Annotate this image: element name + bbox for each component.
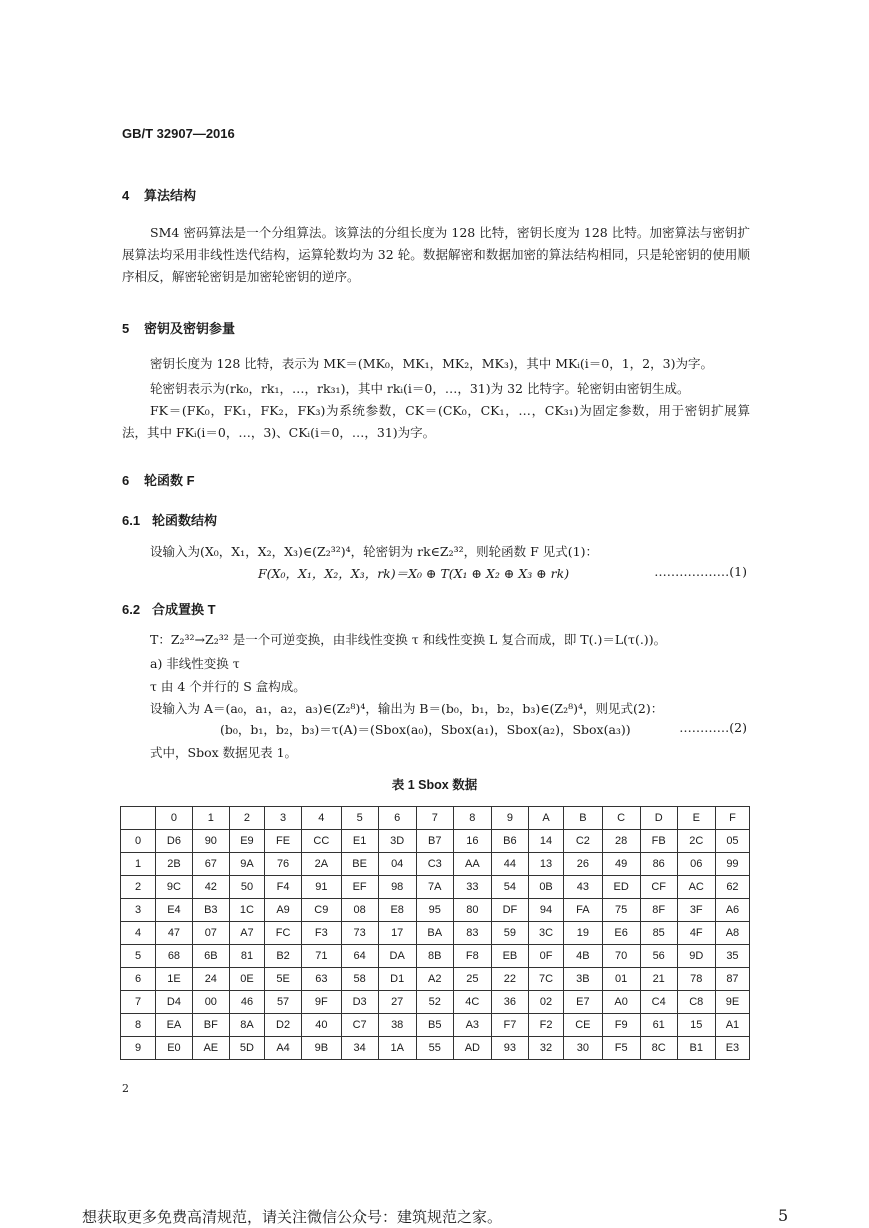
- table-cell: E6: [602, 922, 640, 945]
- table-cell: FA: [564, 899, 602, 922]
- table-cell: 1E: [156, 968, 193, 991]
- section-number: 4: [122, 188, 130, 203]
- table-cell: 9B: [301, 1037, 341, 1060]
- table-row: [121, 968, 750, 991]
- table-cell: 30: [564, 1037, 602, 1060]
- table-cell: 22: [491, 968, 528, 991]
- table-row: [121, 922, 750, 945]
- table-cell: 91: [301, 876, 341, 899]
- table-cell: 07: [192, 922, 229, 945]
- table-cell: 99: [715, 853, 749, 876]
- table-cell: 3B: [564, 968, 602, 991]
- table-cell: AE: [192, 1037, 229, 1060]
- table-cell: B6: [491, 830, 528, 853]
- table-cell: 24: [192, 968, 229, 991]
- table-cell: 19: [564, 922, 602, 945]
- table-cell: 0E: [229, 968, 264, 991]
- table-cell: BA: [416, 922, 453, 945]
- table-cell: 15: [677, 1014, 715, 1037]
- equation-1: F(X₀，X₁，X₂，X₃，rk)＝X₀ ⊕ T(X₁ ⊕ X₂ ⊕ X₃ ⊕ rk): [258, 566, 570, 581]
- table-cell: 78: [677, 968, 715, 991]
- table-cell: 40: [301, 1014, 341, 1037]
- table-cell: 57: [265, 991, 302, 1014]
- table-header-cell: 9: [491, 807, 528, 830]
- table-cell: A6: [715, 899, 749, 922]
- table-row: [121, 876, 750, 899]
- table-cell: 42: [192, 876, 229, 899]
- table-cell: 73: [341, 922, 378, 945]
- table-cell: EA: [156, 1014, 193, 1037]
- section-6-2-line-1: T：Z₂³²→Z₂³² 是一个可逆变换，由非线性变换 τ 和线性变换 L 复合而成，即 T(.)＝L(τ(.))。: [150, 632, 667, 647]
- table-cell: B1: [677, 1037, 715, 1060]
- table-cell: 83: [453, 922, 491, 945]
- row-header-cell: 6: [121, 968, 156, 991]
- table-cell: 4C: [453, 991, 491, 1014]
- table-cell: 9C: [156, 876, 193, 899]
- table-cell: A7: [229, 922, 264, 945]
- table-cell: 9F: [301, 991, 341, 1014]
- table-cell: 46: [229, 991, 264, 1014]
- table-cell: 13: [528, 853, 563, 876]
- table-cell: 25: [453, 968, 491, 991]
- row-header-cell: 4: [121, 922, 156, 945]
- table-header-cell: 7: [416, 807, 453, 830]
- table-cell: 58: [341, 968, 378, 991]
- table-header-cell: 6: [378, 807, 416, 830]
- table-cell: 08: [341, 899, 378, 922]
- table-cell: F3: [301, 922, 341, 945]
- row-header-cell: 0: [121, 830, 156, 853]
- table-cell: AA: [453, 853, 491, 876]
- table-header-cell: 1: [192, 807, 229, 830]
- table-header-cell: 3: [265, 807, 302, 830]
- table-cell: C4: [640, 991, 677, 1014]
- table-header-cell: 2: [229, 807, 264, 830]
- section-number: 5: [122, 321, 130, 336]
- table-cell: 62: [715, 876, 749, 899]
- table-cell: D4: [156, 991, 193, 1014]
- row-header-cell: 2: [121, 876, 156, 899]
- table-cell: 56: [640, 945, 677, 968]
- section-number: 6.1: [122, 513, 141, 528]
- section-title: 轮函数结构: [152, 513, 218, 528]
- table-cell: AC: [677, 876, 715, 899]
- table-cell: D2: [265, 1014, 302, 1037]
- section-number: 6.2: [122, 602, 141, 617]
- section-6-heading: [122, 470, 195, 489]
- table-cell: 90: [192, 830, 229, 853]
- table-header-cell: D: [640, 807, 677, 830]
- table-cell: A0: [602, 991, 640, 1014]
- table-cell: EF: [341, 876, 378, 899]
- table-cell: E8: [378, 899, 416, 922]
- table-cell: 81: [229, 945, 264, 968]
- equation-2: (b₀，b₁，b₂，b₃)＝τ(A)＝(Sbox(a₀)，Sbox(a₁)，Sbox(a₂)，Sbox(a₃)): [220, 722, 631, 737]
- table-cell: 3C: [528, 922, 563, 945]
- table-cell: F5: [602, 1037, 640, 1060]
- table-cell: 2B: [156, 853, 193, 876]
- table-cell: 55: [416, 1037, 453, 1060]
- table-cell: 27: [378, 991, 416, 1014]
- table-cell: 93: [491, 1037, 528, 1060]
- table-cell: 64: [341, 945, 378, 968]
- table-cell: C3: [416, 853, 453, 876]
- table-cell: 7C: [528, 968, 563, 991]
- row-header-cell: 9: [121, 1037, 156, 1060]
- section-4-heading: [122, 185, 196, 204]
- table-cell: 21: [640, 968, 677, 991]
- section-6-2-line-3: τ 由 4 个并行的 S 盒构成。: [150, 679, 306, 694]
- table-cell: CE: [564, 1014, 602, 1037]
- row-header-cell: 1: [121, 853, 156, 876]
- row-header-cell: 7: [121, 991, 156, 1014]
- table-cell: 6B: [192, 945, 229, 968]
- table-cell: 2A: [301, 853, 341, 876]
- table-cell: 28: [602, 830, 640, 853]
- table-cell: 80: [453, 899, 491, 922]
- row-header-cell: 3: [121, 899, 156, 922]
- table-cell: A1: [715, 1014, 749, 1037]
- table-row: [121, 991, 750, 1014]
- footer-page-number: 5: [778, 1206, 789, 1225]
- table-cell: 98: [378, 876, 416, 899]
- equation-1-number: ………………(1): [654, 564, 747, 579]
- table-cell: 5D: [229, 1037, 264, 1060]
- table-cell: 49: [602, 853, 640, 876]
- table-cell: FE: [265, 830, 302, 853]
- section-5-line-1: 密钥长度为 128 比特，表示为 MK＝(MK₀，MK₁，MK₂，MK₃)，其中 MKᵢ(i＝0，1，2，3)为字。: [150, 356, 713, 371]
- table-cell: 8B: [416, 945, 453, 968]
- table-cell: E9: [229, 830, 264, 853]
- table-cell: C8: [677, 991, 715, 1014]
- table-cell: 87: [715, 968, 749, 991]
- table-cell: A4: [265, 1037, 302, 1060]
- table-cell: 52: [416, 991, 453, 1014]
- section-6-2-line-4: 设输入为 A＝(a₀，a₁，a₂，a₃)∈(Z₂⁸)⁴，输出为 B＝(b₀，b₁，b₂，b₃)∈(Z₂⁸)⁴，则见式(2)：: [150, 701, 664, 716]
- table-cell: 2C: [677, 830, 715, 853]
- section-title: 算法结构: [144, 188, 197, 203]
- table-cell: 76: [265, 853, 302, 876]
- table-row: [121, 830, 750, 853]
- table-cell: 0B: [528, 876, 563, 899]
- table-cell: 32: [528, 1037, 563, 1060]
- table-cell: D1: [378, 968, 416, 991]
- table-cell: 9A: [229, 853, 264, 876]
- table-cell: 68: [156, 945, 193, 968]
- section-title: 密钥及密钥参量: [144, 321, 236, 336]
- table-cell: 59: [491, 922, 528, 945]
- table-cell: AD: [453, 1037, 491, 1060]
- table-cell: 01: [602, 968, 640, 991]
- table-cell: C7: [341, 1014, 378, 1037]
- table-header-cell: 4: [301, 807, 341, 830]
- table-cell: 86: [640, 853, 677, 876]
- table-cell: 8A: [229, 1014, 264, 1037]
- table-header-cell: 5: [341, 807, 378, 830]
- table-cell: BE: [341, 853, 378, 876]
- table-cell: 38: [378, 1014, 416, 1037]
- section-6-2-line-5: 式中，Sbox 数据见表 1。: [150, 745, 298, 760]
- table-cell: 8F: [640, 899, 677, 922]
- table-cell: F9: [602, 1014, 640, 1037]
- section-6-2-heading: [122, 599, 216, 618]
- table-cell: F8: [453, 945, 491, 968]
- standard-code: GB/T 32907—2016: [122, 126, 235, 141]
- footer-note: 想获取更多免费高清规范，请关注微信公众号：建筑规范之家。: [82, 1208, 503, 1226]
- section-6-2-line-2: a) 非线性变换 τ: [150, 656, 240, 671]
- table-cell: FB: [640, 830, 677, 853]
- table-cell: 95: [416, 899, 453, 922]
- table-row: [121, 853, 750, 876]
- table-cell: F7: [491, 1014, 528, 1037]
- section-5-heading: [122, 318, 235, 337]
- table-cell: DA: [378, 945, 416, 968]
- table-cell: A8: [715, 922, 749, 945]
- section-title: 合成置换 T: [152, 602, 216, 617]
- table-cell: A9: [265, 899, 302, 922]
- equation-2-number: …………(2): [679, 720, 747, 735]
- section-5-line-2: 轮密钥表示为(rk₀，rk₁，…，rk₃₁)，其中 rkᵢ(i＝0，…，31)为 32 比特字。轮密钥由密钥生成。: [150, 381, 690, 396]
- table-cell: 67: [192, 853, 229, 876]
- table-cell: 1A: [378, 1037, 416, 1060]
- table-cell: A3: [453, 1014, 491, 1037]
- table-cell: 63: [301, 968, 341, 991]
- table-cell: 4F: [677, 922, 715, 945]
- table-row: [121, 899, 750, 922]
- table-cell: A2: [416, 968, 453, 991]
- table-caption: 表 1 Sbox 数据: [391, 778, 478, 792]
- table-header-cell: E: [677, 807, 715, 830]
- table-cell: E7: [564, 991, 602, 1014]
- table-cell: 35: [715, 945, 749, 968]
- table-cell: 16: [453, 830, 491, 853]
- table-cell: CC: [301, 830, 341, 853]
- section-5-paragraph-3: FK＝(FK₀，FK₁，FK₂，FK₃)为系统参数，CK＝(CK₀，CK₁，…，CK₃₁)为固定参数，用于密钥扩展算法，其中 FKᵢ(i＝0，…，3)、CKᵢ(i＝0，…，31)为字。: [122, 403, 750, 440]
- table-cell: B3: [192, 899, 229, 922]
- table-row: [121, 1014, 750, 1037]
- table-cell: DF: [491, 899, 528, 922]
- table-cell: F2: [528, 1014, 563, 1037]
- table-cell: C9: [301, 899, 341, 922]
- table-cell: 54: [491, 876, 528, 899]
- table-header-cell: C: [602, 807, 640, 830]
- table-cell: E1: [341, 830, 378, 853]
- row-header-cell: 8: [121, 1014, 156, 1037]
- table-header-cell: F: [715, 807, 749, 830]
- table-cell: EB: [491, 945, 528, 968]
- table-header-cell: A: [528, 807, 563, 830]
- table-cell: B7: [416, 830, 453, 853]
- table-cell: 71: [301, 945, 341, 968]
- table-cell: 17: [378, 922, 416, 945]
- table-cell: F4: [265, 876, 302, 899]
- section-title: 轮函数 F: [144, 473, 195, 488]
- section-6-1-heading: [122, 510, 217, 529]
- table-header-row: [121, 807, 750, 830]
- table-row: [121, 945, 750, 968]
- table-cell: ED: [602, 876, 640, 899]
- table-cell: FC: [265, 922, 302, 945]
- table-cell: 4B: [564, 945, 602, 968]
- table-cell: 5E: [265, 968, 302, 991]
- table-cell: 94: [528, 899, 563, 922]
- table-header-cell: 0: [156, 807, 193, 830]
- page-number: 2: [122, 1082, 129, 1095]
- table-cell: 33: [453, 876, 491, 899]
- table-cell: 3D: [378, 830, 416, 853]
- sbox-table: [120, 806, 750, 1060]
- table-cell: 85: [640, 922, 677, 945]
- table-cell: 75: [602, 899, 640, 922]
- table-cell: 14: [528, 830, 563, 853]
- section-4-paragraph: SM4 密码算法是一个分组算法。该算法的分组长度为 128 比特，密钥长度为 128 比特。加密算法与密钥扩展算法均采用非线性迭代结构，运算轮数均为 32 轮。数据解密和数据加密的算法结构相同，只是轮密钥的使用顺序相反，解密轮密钥是加密轮密钥的逆序。: [122, 225, 750, 284]
- table-cell: 36: [491, 991, 528, 1014]
- table-cell: 61: [640, 1014, 677, 1037]
- table-cell: 26: [564, 853, 602, 876]
- table-cell: 44: [491, 853, 528, 876]
- table-cell: 05: [715, 830, 749, 853]
- row-header-cell: 5: [121, 945, 156, 968]
- table-cell: 3F: [677, 899, 715, 922]
- table-cell: 9E: [715, 991, 749, 1014]
- table-cell: BF: [192, 1014, 229, 1037]
- section-6-1-line-1: 设输入为(X₀，X₁，X₂，X₃)∈(Z₂³²)⁴，轮密钥为 rk∈Z₂³²，则轮函数 F 见式(1)：: [150, 544, 598, 559]
- table-cell: E3: [715, 1037, 749, 1060]
- table-cell: 43: [564, 876, 602, 899]
- table-cell: B5: [416, 1014, 453, 1037]
- table-cell: 9D: [677, 945, 715, 968]
- table-cell: 06: [677, 853, 715, 876]
- table-cell: B2: [265, 945, 302, 968]
- table-cell: 7A: [416, 876, 453, 899]
- table-cell: 1C: [229, 899, 264, 922]
- table-cell: 70: [602, 945, 640, 968]
- table-header-cell: 8: [453, 807, 491, 830]
- table-cell: CF: [640, 876, 677, 899]
- table-header-cell: [121, 807, 156, 830]
- table-cell: 02: [528, 991, 563, 1014]
- table-cell: E0: [156, 1037, 193, 1060]
- table-cell: D6: [156, 830, 193, 853]
- table-header-cell: B: [564, 807, 602, 830]
- table-cell: 0F: [528, 945, 563, 968]
- table-cell: 50: [229, 876, 264, 899]
- table-cell: 04: [378, 853, 416, 876]
- section-number: 6: [122, 473, 130, 488]
- table-cell: E4: [156, 899, 193, 922]
- table-cell: C2: [564, 830, 602, 853]
- table-cell: 47: [156, 922, 193, 945]
- table-cell: 34: [341, 1037, 378, 1060]
- table-row: [121, 1037, 750, 1060]
- table-cell: 00: [192, 991, 229, 1014]
- table-cell: 8C: [640, 1037, 677, 1060]
- table-cell: D3: [341, 991, 378, 1014]
